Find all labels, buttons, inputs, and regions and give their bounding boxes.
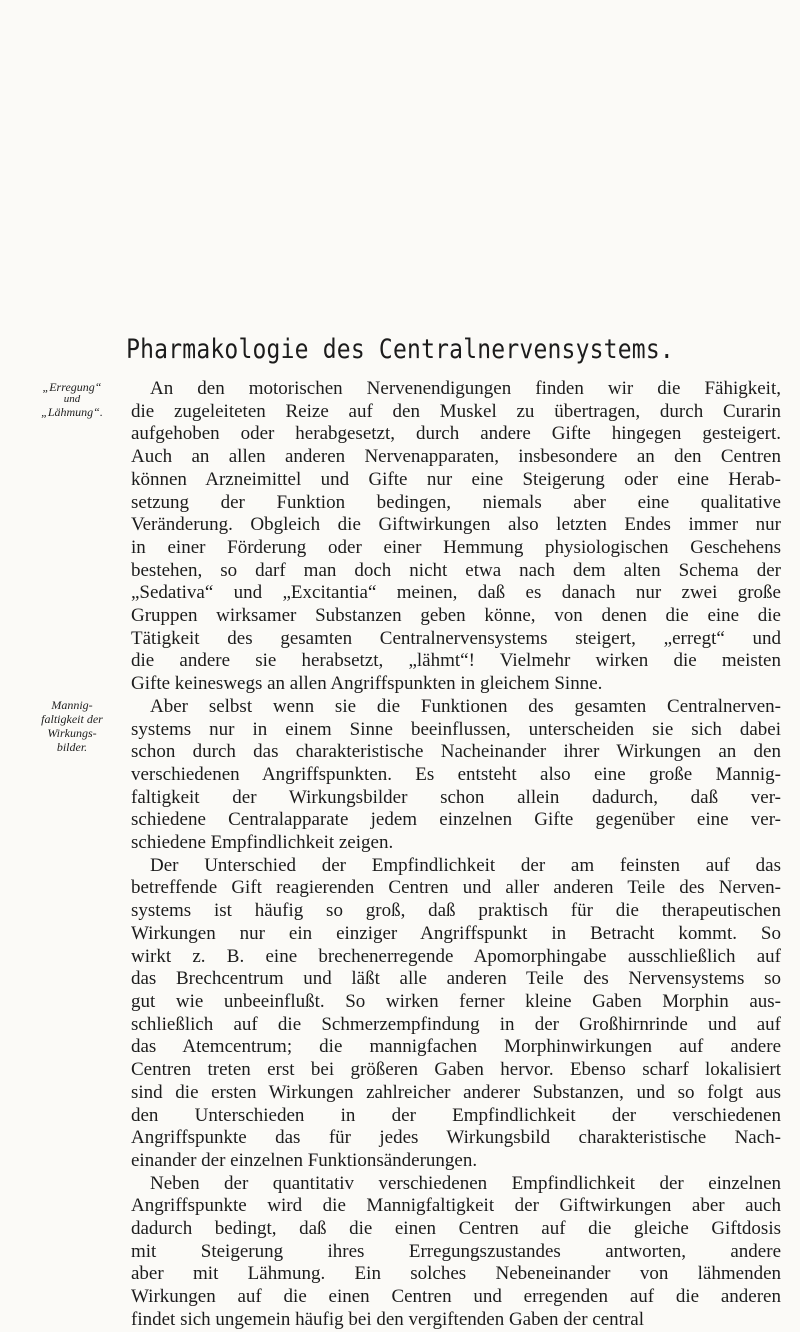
text-line: aufgehoben oder herabgesetzt, durch andere Gifte hingegen gesteigert. bbox=[131, 423, 781, 445]
text-line: systems nur in einem Sinne beeinflussen, unterscheiden sie sich dabei bbox=[131, 718, 781, 740]
text-line: „Sedativa“ und „Excitantia“ meinen, daß es danach nur zwei große bbox=[131, 582, 781, 604]
text-line: Angriffspunkte wird die Mannigfaltigkeit der Giftwirkungen aber auch bbox=[131, 1195, 781, 1217]
text-line: Angriffspunkte das für jedes Wirkungsbild charakteristische Nach- bbox=[131, 1127, 781, 1149]
text-line: An den motorischen Nervenendigungen finden wir die Fähigkeit, bbox=[150, 378, 781, 399]
text-line: bestehen, so darf man doch nicht etwa nach dem alten Schema der bbox=[131, 559, 781, 581]
text-line: Gruppen wirksamer Substanzen geben könne, von denen die eine die bbox=[131, 605, 781, 627]
text-line: den Unterschieden in der Empfindlichkeit der verschiedenen bbox=[131, 1104, 781, 1126]
text-line: aber mit Lähmung. Ein solches Nebeneinander von lähmenden bbox=[131, 1263, 781, 1285]
text-line: Der Unterschied der Empfindlichkeit der am feinsten auf das bbox=[150, 854, 781, 876]
text-line: mit Steigerung ihres Erregungszustandes antworten, andere bbox=[131, 1240, 781, 1262]
margin-note-line: Wirkungs- bbox=[47, 726, 97, 740]
margin-note-line: bilder. bbox=[56, 740, 88, 754]
text-line: die zugeleiteten Reize auf den Muskel zu übertragen, durch Curarin bbox=[131, 400, 781, 422]
text-line: das Atemcentrum; die mannigfachen Morphinwirkungen auf andere bbox=[131, 1036, 781, 1058]
text-line: in einer Förderung oder einer Hemmung physiologischen Geschehens bbox=[131, 536, 781, 558]
margin-note-line: „Erregung“ bbox=[42, 380, 102, 394]
text-line: Veränderung. Obgleich die Giftwirkungen also letzten Endes immer nur bbox=[131, 514, 781, 536]
text-line: verschiedenen Angriffspunkten. Es entsteht also eine große Mannig- bbox=[131, 763, 781, 785]
text-line: die andere sie herabsetzt, „lähmt“! Vielmehr wirken die meisten bbox=[131, 650, 781, 672]
text-line: schiedene Centralapparate jedem einzelnen Gifte gegenüber eine ver- bbox=[131, 809, 781, 831]
text-line: Wirkungen auf die einen Centren und erregenden auf die anderen bbox=[131, 1286, 781, 1308]
page-title: Pharmakologie des Centralnervensystems. bbox=[126, 335, 674, 365]
text-line: gut wie unbeeinflußt. So wirken ferner kleine Gaben Morphin aus- bbox=[131, 990, 781, 1012]
text-line: betreffende Gift reagierenden Centren und aller anderen Teile des Nerven- bbox=[131, 877, 781, 899]
text-line: das Brechcentrum und läßt alle anderen Teile des Nervensystems so bbox=[131, 968, 781, 990]
body-text bbox=[131, 378, 781, 1332]
margin-note-line: „Lähmung“. bbox=[41, 405, 103, 419]
text-line: sind die ersten Wirkungen zahlreicher anderer Substanzen, und so folgt aus bbox=[131, 1081, 781, 1103]
text-line: findet sich ungemein häufig bei den vergiftenden Gaben der central bbox=[131, 1308, 644, 1330]
text-line: setzung der Funktion bedingen, niemals aber eine qualitative bbox=[131, 491, 781, 513]
text-line: wirkt z. B. eine brechenerregende Apomorphingabe ausschließlich auf bbox=[131, 945, 781, 967]
text-line: Aber selbst wenn sie die Funktionen des gesamten Centralnerven- bbox=[150, 695, 781, 717]
text-line: Tätigkeit des gesamten Centralnervensystems steigert, „erregt“ und bbox=[131, 627, 781, 649]
margin-note-mannigfaltigkeit bbox=[20, 698, 124, 754]
text-line: dadurch bedingt, daß die einen Centren auf die gleiche Giftdosis bbox=[131, 1218, 781, 1240]
text-line: Neben der quantitativ verschiedenen Empfindlichkeit der einzelnen bbox=[150, 1172, 781, 1194]
text-line: schon durch das charakteristische Nacheinander ihrer Wirkungen an den bbox=[131, 741, 781, 763]
text-line: einander der einzelnen Funktionsänderungen. bbox=[131, 1149, 478, 1171]
text-line: schiedene Empfindlichkeit zeigen. bbox=[131, 832, 394, 854]
margin-note-erregung bbox=[20, 380, 124, 419]
text-line: Auch an allen anderen Nervenapparaten, insbesondere an den Centren bbox=[131, 446, 781, 468]
text-line: faltigkeit der Wirkungsbilder schon allein dadurch, daß ver- bbox=[131, 786, 781, 808]
margin-note-line: faltigkeit der bbox=[41, 712, 103, 726]
text-line: können Arzneimittel und Gifte nur eine Steigerung oder eine Herab- bbox=[131, 468, 781, 490]
text-line: Centren treten erst bei größeren Gaben hervor. Ebenso scharf lokalisiert bbox=[131, 1059, 781, 1081]
margin-note-line: und bbox=[63, 393, 81, 405]
margin-note-line: Mannig- bbox=[51, 698, 93, 712]
text-line: Wirkungen nur ein einziger Angriffspunkt in Betracht kommt. So bbox=[131, 922, 781, 944]
text-line: schließlich auf die Schmerzempfindung in der Großhirnrinde und auf bbox=[131, 1013, 781, 1035]
text-line: systems ist häufig so groß, daß praktisch für die therapeutischen bbox=[131, 900, 781, 922]
text-line: Gifte keineswegs an allen Angriffspunkten in gleichem Sinne. bbox=[131, 673, 603, 695]
